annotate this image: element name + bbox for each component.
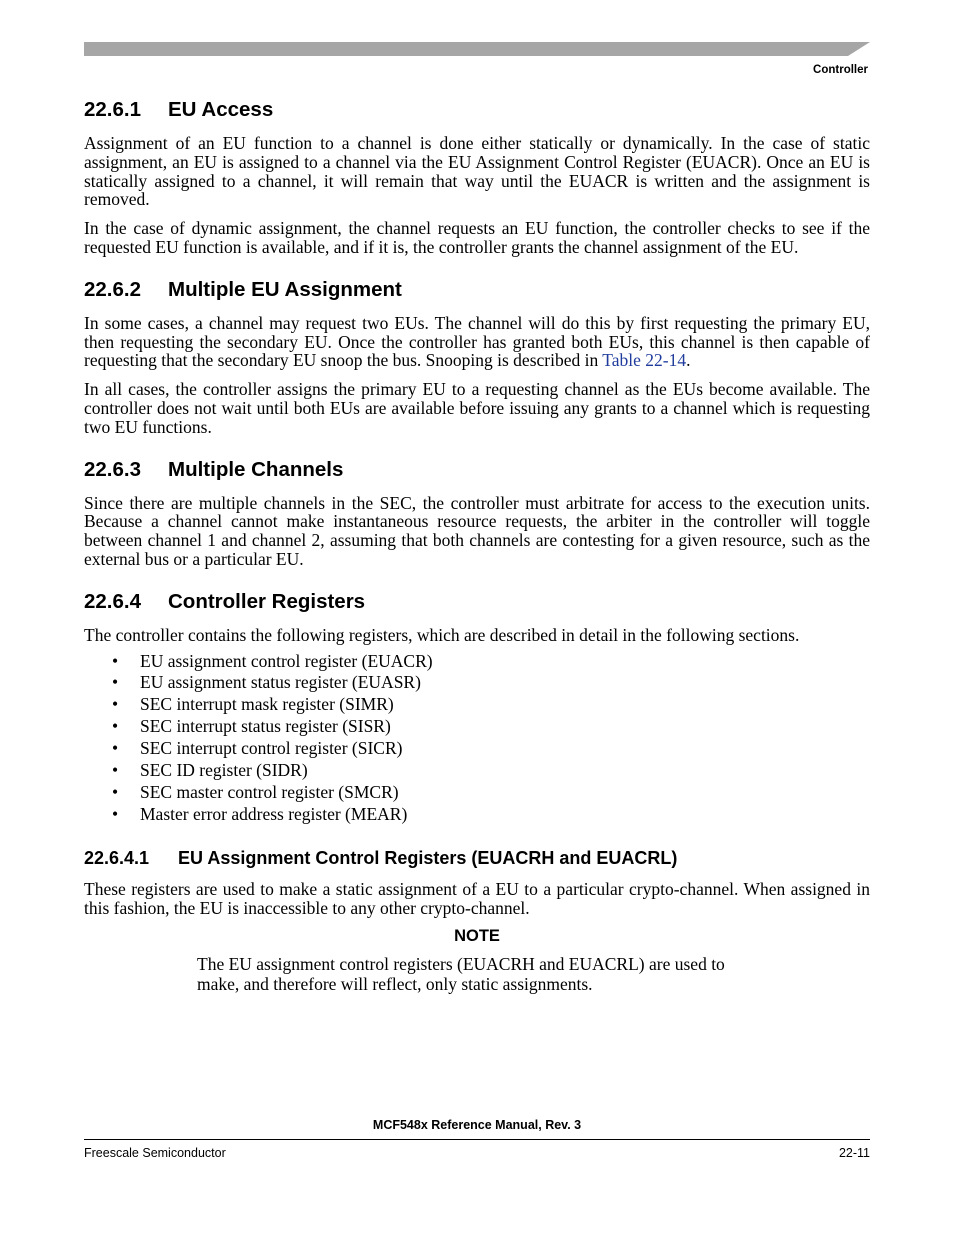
section-heading bbox=[84, 457, 870, 483]
section-number: 22.6.2 bbox=[84, 277, 141, 301]
list-item-text: SEC interrupt status register (SISR) bbox=[140, 716, 391, 737]
footer-company: Freescale Semiconductor bbox=[84, 1146, 226, 1160]
paragraph bbox=[84, 314, 870, 370]
list-item-text: SEC interrupt control register (SICR) bbox=[140, 738, 403, 759]
page-content bbox=[84, 97, 870, 1014]
list-item-text: Master error address register (MEAR) bbox=[140, 803, 408, 824]
footer-manual-title: MCF548x Reference Manual, Rev. 3 bbox=[372, 1118, 582, 1132]
section-title: EU Assignment Control Registers (EUACRH and EUACRL) bbox=[178, 847, 678, 868]
bullet: • bbox=[112, 650, 119, 671]
bullet: • bbox=[112, 781, 119, 802]
paragraph: In the case of dynamic assignment, the channel requests an EU function, the controller checks to see if the requested EU function is available, and if it is, the controller grants the channel assignment of the EU. bbox=[84, 218, 870, 257]
paragraph: Since there are multiple channels in the SEC, the controller must arbitrate for access to the execution units. Because a channel cannot make instantaneous resource requests, the arbiter in the controller will toggle between channel 1 and channel 2, assuming that both channels are contesting for a given resource, such as the external bus or a particular EU. bbox=[84, 492, 870, 569]
header-bar bbox=[84, 42, 870, 56]
list-item-text: EU assignment status register (EUASR) bbox=[140, 672, 421, 693]
list-item bbox=[84, 672, 870, 694]
list-item-text: SEC interrupt mask register (SIMR) bbox=[140, 694, 394, 715]
list-item bbox=[84, 782, 870, 804]
paragraph: Assignment of an EU function to a channel is done either statically or dynamically. In the case of static assignment, an EU is assigned to a channel via the EU Assignment Control Register (EUACR). Once an EU is statically assigned to a channel, it will remain that way until the EUACR is written and the assignment is removed. bbox=[84, 133, 870, 210]
list-item bbox=[84, 760, 870, 782]
subsection-heading bbox=[84, 846, 870, 870]
list-item bbox=[84, 804, 870, 826]
bullet: • bbox=[112, 672, 119, 693]
section-controller-registers bbox=[84, 589, 870, 826]
section-title: EU Access bbox=[168, 98, 274, 121]
section-multiple-channels bbox=[84, 457, 870, 569]
section-eu-assignment-control-registers bbox=[84, 846, 870, 995]
section-number: 22.6.4 bbox=[84, 589, 141, 613]
section-multiple-eu-assignment bbox=[84, 277, 870, 437]
footer-page-number: 22-11 bbox=[838, 1146, 870, 1160]
section-title: Controller Registers bbox=[168, 589, 366, 613]
table-link[interactable]: Table 22-14 bbox=[602, 350, 687, 371]
bullet: • bbox=[112, 738, 119, 759]
bullet: • bbox=[112, 760, 119, 781]
list-item-text: EU assignment control register (EUACR) bbox=[140, 650, 433, 671]
section-heading bbox=[84, 277, 870, 303]
section-title: Multiple Channels bbox=[168, 457, 344, 481]
list-item-text: SEC ID register (SIDR) bbox=[140, 760, 308, 781]
bullet: • bbox=[112, 716, 119, 737]
paragraph-text: In some cases, a channel may request two EUs. The channel will do this by first requesting the primary EU, then requesting the secondary EU. Once the controller has granted both EUs, this channel is then capable of requesting that the secondary EU snoop the bus. Snooping is described in bbox=[84, 312, 870, 371]
section-heading bbox=[84, 97, 870, 123]
list-item bbox=[84, 651, 870, 673]
footer-divider bbox=[84, 1139, 870, 1140]
running-head: Controller bbox=[813, 64, 868, 76]
bullet: • bbox=[112, 694, 119, 715]
list-item bbox=[84, 738, 870, 760]
note-body: The EU assignment control registers (EUACRH and EUACRL) are used to make, and therefore will reflect, only static assignments. bbox=[197, 954, 725, 995]
section-eu-access bbox=[84, 97, 870, 257]
bullet: • bbox=[112, 803, 119, 824]
section-number: 22.6.3 bbox=[84, 457, 141, 481]
list-item bbox=[84, 694, 870, 716]
section-number: 22.6.1 bbox=[84, 98, 141, 121]
list-item-text: SEC master control register (SMCR) bbox=[140, 781, 399, 802]
section-number: 22.6.4.1 bbox=[84, 847, 150, 868]
paragraph-text-end: . bbox=[686, 350, 691, 371]
note-title: NOTE bbox=[454, 927, 500, 946]
paragraph: In all cases, the controller assigns the primary EU to a requesting channel as the EUs become available. The controller does not wait until both EUs are available before issuing any grants to a channel which is requesting two EU functions. bbox=[84, 379, 870, 437]
register-list bbox=[84, 651, 870, 826]
paragraph: These registers are used to make a static assignment of a EU to a particular crypto-channel. When assigned in this fashion, the EU is inaccessible to any other crypto-channel. bbox=[84, 878, 870, 918]
section-title: Multiple EU Assignment bbox=[168, 277, 402, 301]
paragraph: The controller contains the following registers, which are described in detail in the following sections. bbox=[84, 624, 800, 645]
list-item bbox=[84, 716, 870, 738]
section-heading bbox=[84, 589, 870, 615]
